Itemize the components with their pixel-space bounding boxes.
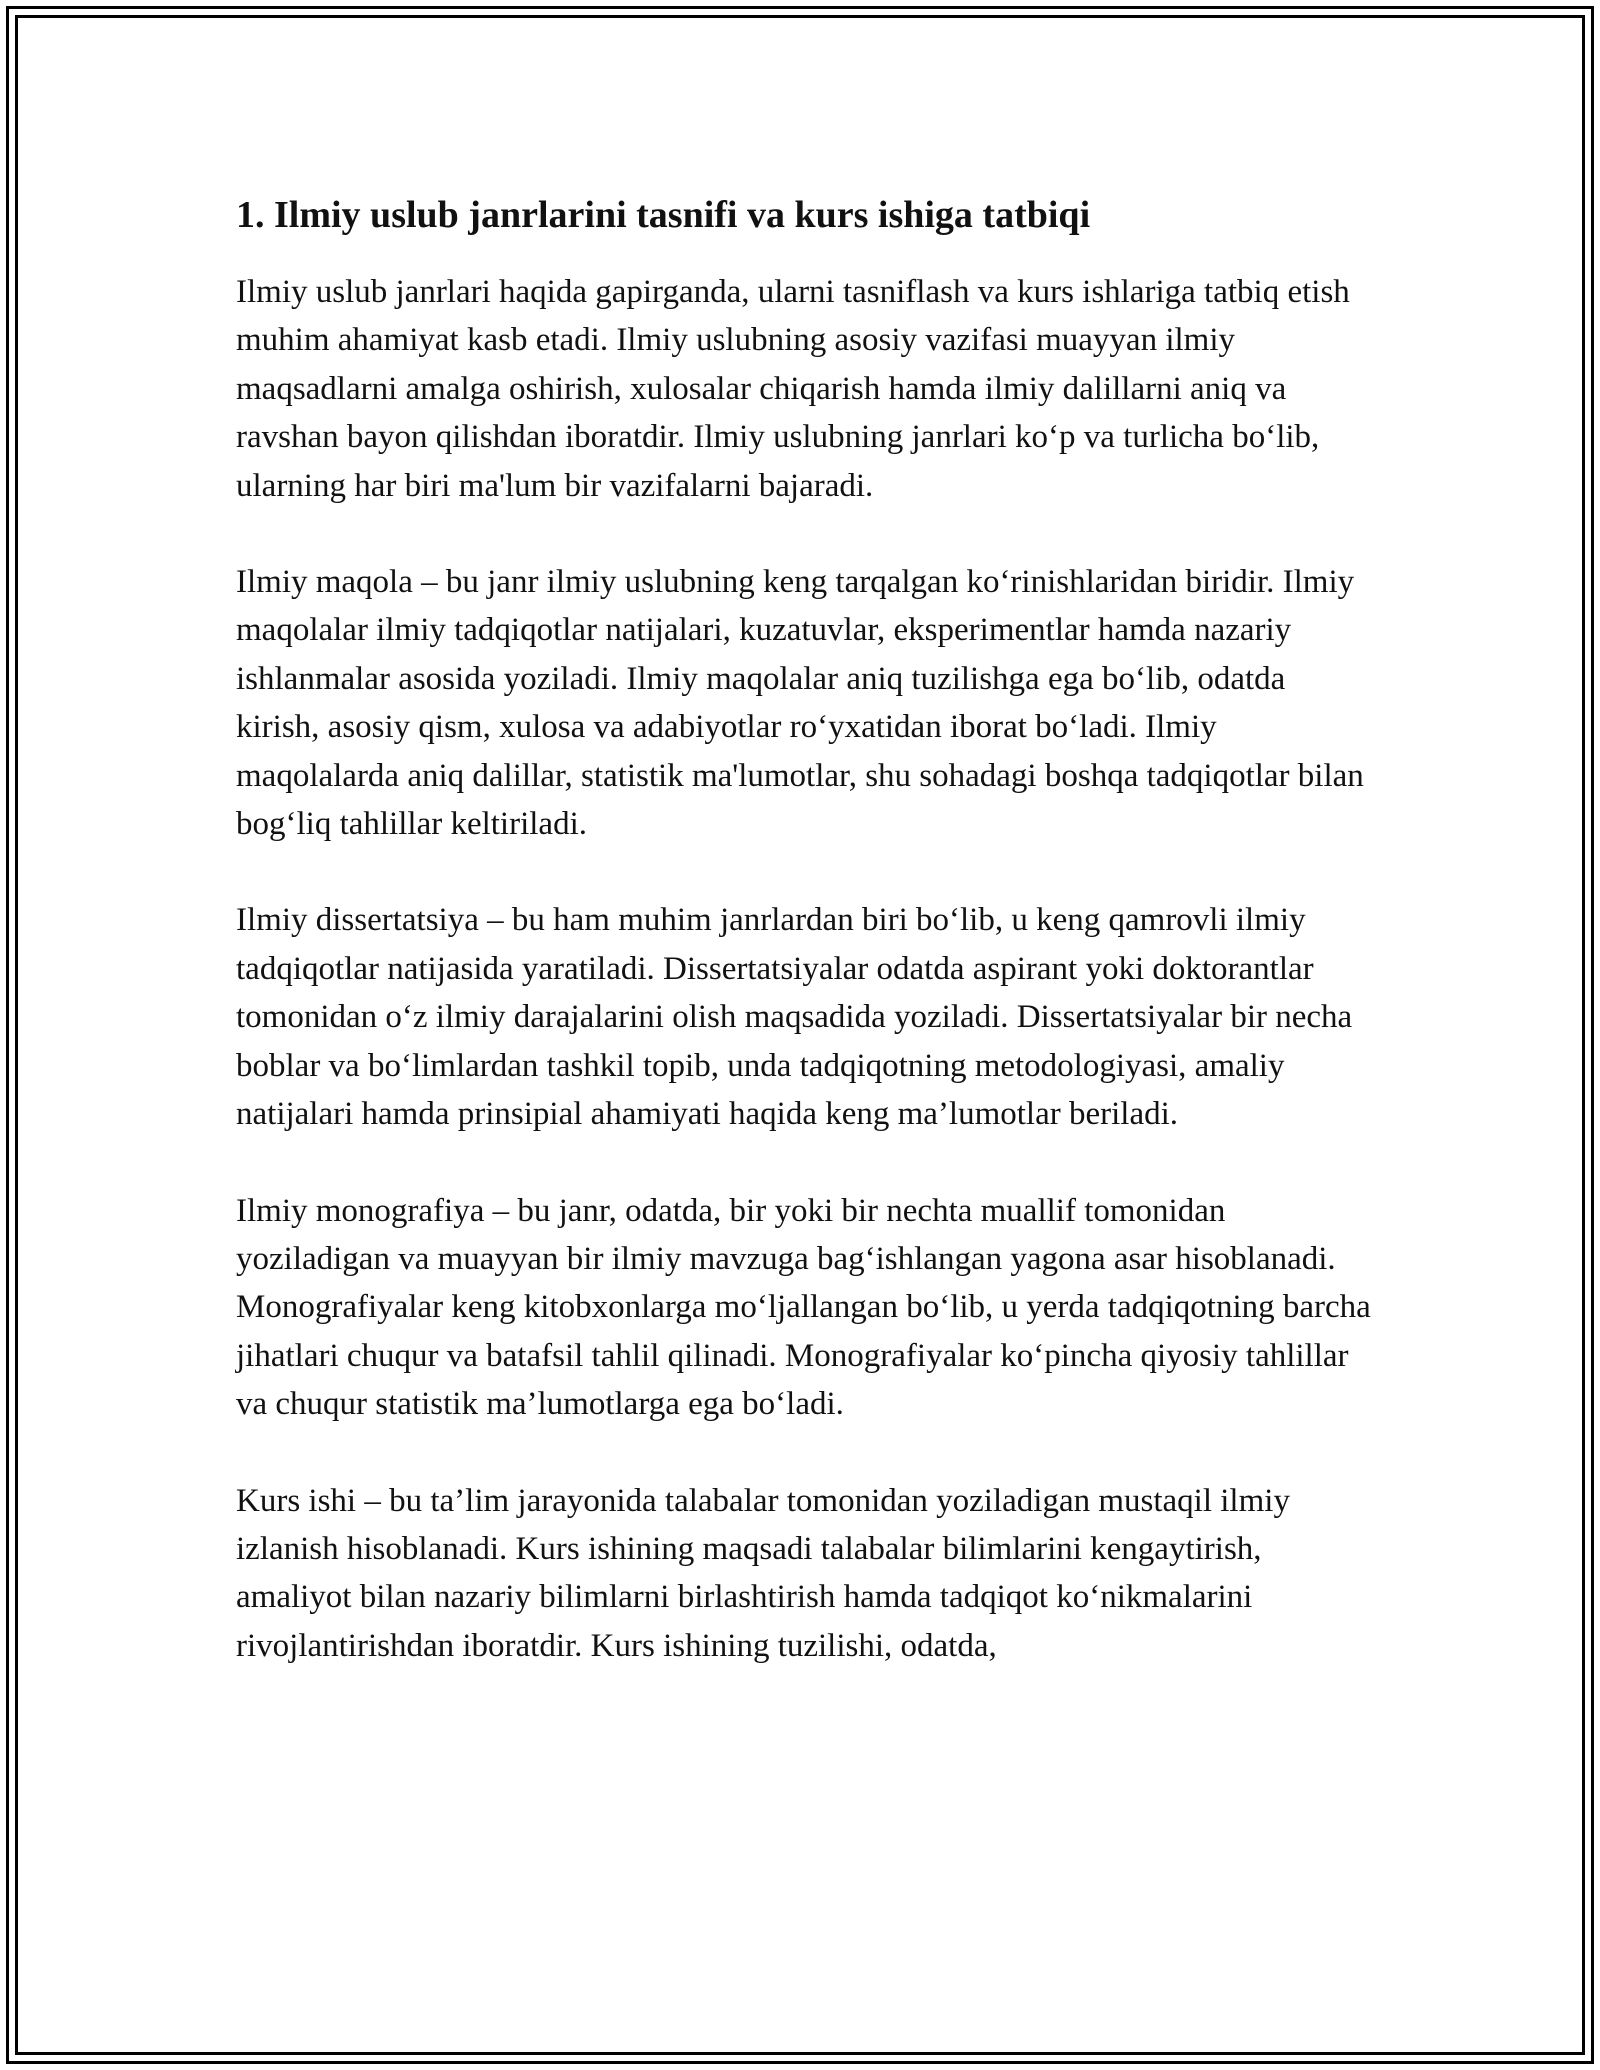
- paragraph-ilmiy-monografiya: Ilmiy monografiya – bu janr, odatda, bir yoki bir nechta muallif tomonidan yoziladigan va muayyan bir ilmiy mavzuga bag‘ishlangan yagona asar hisoblanadi. Monografiyalar keng kitobxonlarga mo‘ljallangan bo‘lib, u yerda tadqiqotning barcha jihatlari chuqur va batafsil tahlil qilinadi. Monografiyalar ko‘pincha qiyosiy tahlillar va chuqur statistik ma’lumotlarga ega bo‘ladi.: [236, 1192, 1371, 1423]
- paragraph-ilmiy-dissertatsiya: Ilmiy dissertatsiya – bu ham muhim janrlardan biri bo‘lib, u keng qamrovli ilmiy tadqiqotlar natijasida yaratiladi. Dissertatsiyalar odatda aspirant yoki doktorantlar tomonidan o‘z ilmiy darajalarini olish maqsadida yoziladi. Dissertatsiyalar bir necha boblar va bo‘limlardan tashkil topib, unda tadqiqotning metodologiyasi, amaliy natijalari hamda prinsipial ahamiyati haqida keng ma’lumotlar beriladi.: [236, 902, 1353, 1133]
- document-body: [236, 188, 1376, 1718]
- paragraph-kurs-ishi: Kurs ishi – bu ta’lim jarayonida talabalar tomonidan yoziladigan mustaqil ilmiy izlanish hisoblanadi. Kurs ishining maqsadi talabalar bilimlarini kengaytirish, amaliyot bilan nazariy bilimlarni birlashtirish hamda tadqiqot ko‘nikmalarini rivojlantirishdan iboratdir. Kurs ishining tuzilishi, odatda,: [236, 1482, 1290, 1664]
- paragraph-ilmiy-maqola: Ilmiy maqola – bu janr ilmiy uslubning keng tarqalgan ko‘rinishlaridan biridir. Ilmiy maqolalar ilmiy tadqiqotlar natijalari, kuzatuvlar, eksperimentlar hamda nazariy ishlanmalar asosida yoziladi. Ilmiy maqolalar aniq tuzilishga ega bo‘lib, odatda kirish, asosiy qism, xulosa va adabiyotlar ro‘yxatidan iborat bo‘ladi. Ilmiy maqolalarda aniq dalillar, statistik ma'lumotlar, shu sohadagi boshqa tadqiqotlar bilan bog‘liq tahlillar keltiriladi.: [236, 564, 1364, 843]
- paragraph-intro: Ilmiy uslub janrlari haqida gapirganda, ularni tasniflash va kurs ishlariga tatbiq etish muhim ahamiyat kasb etadi. Ilmiy uslubning asosiy vazifasi muayyan ilmiy maqsadlarni amalga oshirish, xulosalar chiqarish hamda ilmiy dalillarni aniq va ravshan bayon qilishdan iboratdir. Ilmiy uslubning janrlari ko‘p va turlicha bo‘lib, ularning har biri ma'lum bir vazifalarni bajaradi.: [236, 274, 1350, 504]
- section-heading: 1. Ilmiy uslub janrlarini tasnifi va kurs ishiga tatbiqi: [236, 194, 1091, 236]
